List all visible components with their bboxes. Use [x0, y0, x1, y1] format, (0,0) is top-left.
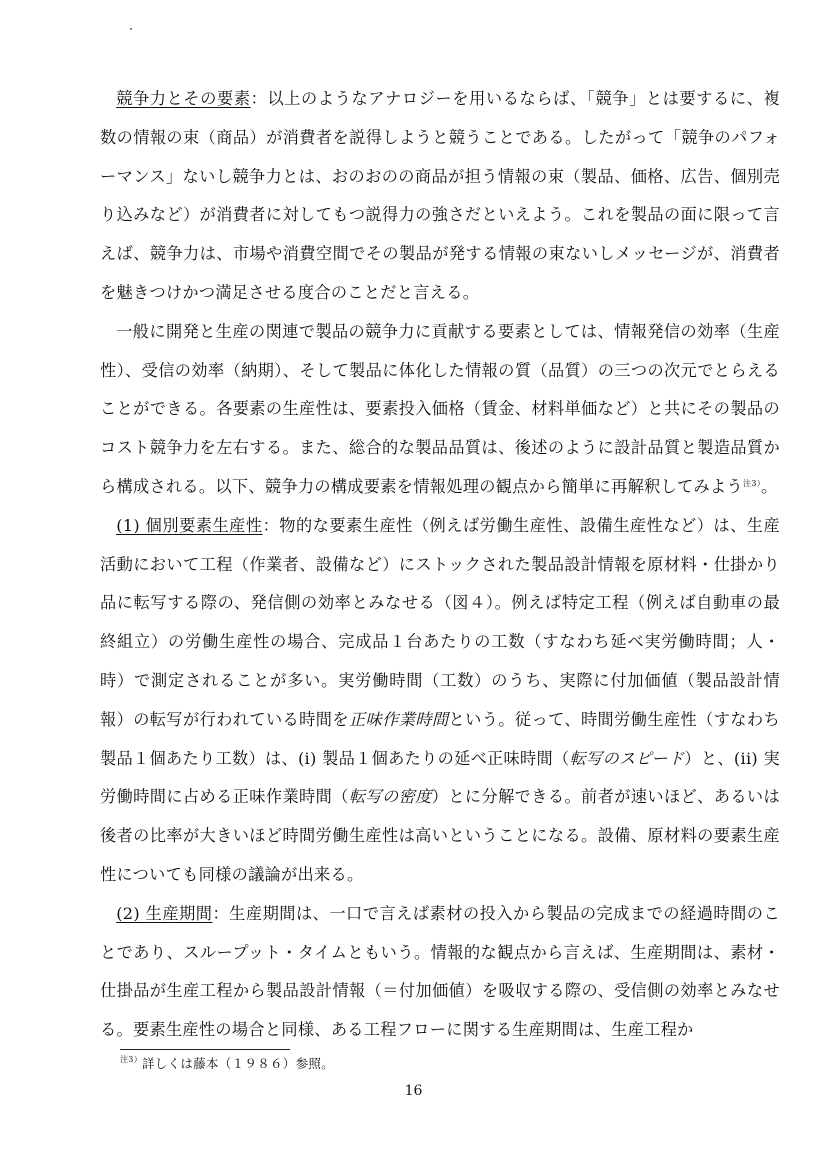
paragraph-text: ）とに分解できる。前者が速いほど、あるいは後者の比率が大きいほど時間労働生産性は高いということになる。設備、原材料の要素生産性についても同様の議論が出来る。 [100, 787, 780, 884]
paragraph-text: ）と、(ii) 実労働時間に占める正味作業時間（ [100, 748, 780, 807]
emphasis-term: 転写の密度 [348, 787, 432, 807]
paragraph-text: という。従って、時間労働生産性（すなわち製品１個あたり工数）は、(i) 製品１個あたりの延べ正味時間（ [100, 709, 780, 768]
section-heading-factor-productivity: (1) 個別要素生産性 [116, 515, 263, 535]
scan-speck [130, 28, 132, 30]
paragraph-text: ：物的な要素生産性（例えば労働生産性、設備生産性など）は、生産活動において工程（作業者、設備など）にストックされた製品設計情報を原材料・仕掛かり品に転写する際の、発信側の効率とみなせる（図４）。例えば特定工程（例えば自動車の最終組立）の労働生産性の場合、完成品１台あたりの工数（すなわち延べ実労働時間；人・時）で測定されることが多い。実労働時間（工数）のうち、実際に付加価値（製品設計情報）の転写が行われている時間を [100, 515, 780, 729]
paragraph-production-period [100, 895, 780, 1050]
body-text [100, 80, 780, 1050]
footnote-text: 詳しくは藤本（１９８６）参照。 [142, 1056, 335, 1071]
paragraph-text: 一般に開発と生産の関連で製品の競争力に貢献する要素としては、情報発信の効率（生産性）、受信の効率（納期）、そして製品に体化した情報の質（品質）の三つの次元でとらえることができる。各要素の生産性は、要素投入価格（賃金、材料単価など）と共にその製品のコスト競争力を左右する。また、総合的な製品品質は、後述のように設計品質と製造品質から構成される。以下、競争力の構成要素を情報処理の観点から簡単に再解釈してみよう [100, 321, 780, 496]
emphasis-term: 転写のスピード [569, 748, 685, 768]
emphasis-term: 正味作業時間 [348, 709, 449, 729]
page-number: 16 [404, 1083, 423, 1099]
paragraph-text: ：以上のようなアナロジーを用いるならば、「競争」とは要するに、複数の情報の束（商品）が消費者を説得しようと競うことである。したがって「競争のパフォーマンス」ないし競争力とは、おのおのの商品が担う情報の束（製品、価格、広告、個別売り込みなど）が消費者に対してもつ説得力の強さだといえよう。これを製品の面に限って言えば、競争力は、市場や消費空間でその製品が発する情報の束ないしメッセージが、消費者を魅きつけかつ満足させる度合のことだと言える。 [100, 89, 780, 302]
paragraph-text: ：生産期間は、一口で言えば素材の投入から製品の完成までの経過時間のことであり、スループット・タイムともいう。情報的な観点から言えば、生産期間は、素材・仕掛品が生産工程から製品設計情報（＝付加価値）を吸収する際の、受信側の効率とみなせる。要素生産性の場合と同様、ある工程フローに関する生産期間は、生産工程か [100, 903, 780, 1040]
paragraph-factor-productivity [100, 507, 780, 895]
paragraph-competitiveness [100, 80, 780, 313]
section-heading-competitiveness: 競争力とその要素 [116, 89, 251, 108]
paragraph-elements [100, 313, 780, 507]
footnote [120, 1055, 334, 1073]
paragraph-end: 。 [761, 476, 778, 496]
footnote-reference: 注3） [743, 478, 762, 488]
section-heading-production-period: (2) 生産期間 [116, 903, 213, 923]
footnote-mark: 注3） [120, 1055, 142, 1064]
footnote-divider [120, 1049, 290, 1050]
